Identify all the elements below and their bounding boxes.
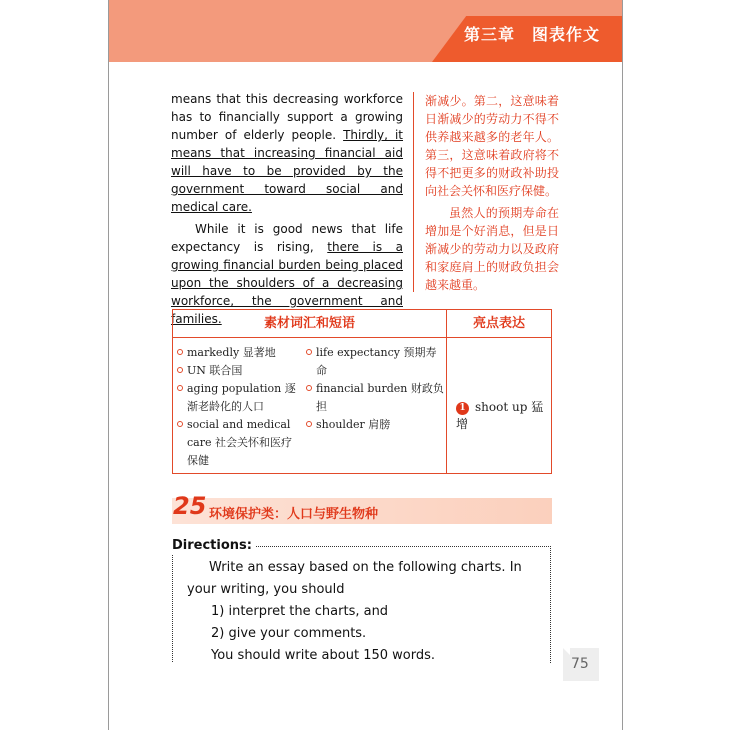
vocab-text: financial burden 财政负担 <box>316 382 444 413</box>
chinese-paragraph-1: 渐减少。第二，这意味着日渐减少的劳动力不得不供养越来越多的老年人。第三，这意味着政府将不得不把更多的财政补助投向社会关怀和医疗保健。 <box>425 94 559 198</box>
circle-bullet-icon <box>177 385 183 391</box>
vocab-text: markedly 显著地 <box>187 346 276 359</box>
directions-item-2: 2) give your comments. <box>211 626 367 641</box>
vocab-column-1 <box>177 344 299 470</box>
highlight-expression <box>456 398 551 432</box>
directions-item-1: 1) interpret the charts, and <box>211 604 389 619</box>
vocab-item <box>177 344 299 362</box>
directions-intro: Write an essay based on the following charts. In your writing, you should <box>187 560 522 597</box>
page-corner-fold <box>563 648 570 655</box>
vocab-item <box>177 362 299 380</box>
directions-text <box>187 557 537 667</box>
directions-box-left-border <box>172 555 173 662</box>
column-divider <box>413 92 414 292</box>
underlined-sentence: there is a growing financial burden being placed upon the shoulders of a decreasing workforce, the government and families. <box>171 240 403 326</box>
circle-bullet-icon <box>177 349 183 355</box>
number-badge-icon: 1 <box>456 402 469 415</box>
english-text: While it is good news that life expectancy is rising, <box>171 222 403 254</box>
chinese-paragraph-2: 虽然人的预期寿命在增加是个好消息，但是日渐减少的劳动力以及政府和家庭肩上的财政负担会越来越重。 <box>425 206 559 292</box>
page-number: 75 <box>571 656 589 672</box>
underlined-sentence: Thirdly, it means that increasing financial aid will have to be provided by the government toward social and medical care. <box>171 128 404 214</box>
highlight-header: 亮点表达 <box>447 310 551 338</box>
vocab-text: social and medical care 社会关怀和医疗保健 <box>187 418 292 467</box>
vocab-cell <box>173 338 447 473</box>
vocab-column-2 <box>306 344 444 434</box>
directions-closing: You should write about 150 words. <box>211 648 436 663</box>
vocab-item <box>306 416 444 434</box>
vocab-item <box>177 380 299 416</box>
section-number: 25 <box>173 492 207 520</box>
vocab-item <box>177 416 299 470</box>
vocab-text: life expectancy 预期寿命 <box>316 346 437 377</box>
english-text-column <box>171 90 403 328</box>
circle-bullet-icon <box>306 385 312 391</box>
vocab-text: aging population 逐渐老龄化的人口 <box>187 382 296 413</box>
circle-bullet-icon <box>177 367 183 373</box>
english-text: means that this decreasing workforce has to financially support a growing number of elderly people. <box>171 92 403 142</box>
circle-bullet-icon <box>306 421 312 427</box>
vocabulary-table <box>172 309 552 474</box>
section-title: 环境保护类：人口与野生物种 <box>209 507 379 522</box>
vocab-item <box>306 344 444 380</box>
chapter-title: 第三章 图表作文 <box>463 25 600 44</box>
book-page <box>108 0 623 730</box>
chinese-text-column <box>425 92 559 294</box>
vocab-text: shoulder 肩膀 <box>316 418 391 431</box>
highlight-text: shoot up 猛增 <box>456 400 544 431</box>
vocab-text: UN 联合国 <box>187 364 243 377</box>
english-paragraph-1 <box>171 90 403 216</box>
circle-bullet-icon <box>177 421 183 427</box>
vocab-item <box>306 380 444 416</box>
circle-bullet-icon <box>306 349 312 355</box>
vocab-header: 素材词汇和短语 <box>173 310 447 338</box>
directions-label: Directions: <box>172 538 256 553</box>
